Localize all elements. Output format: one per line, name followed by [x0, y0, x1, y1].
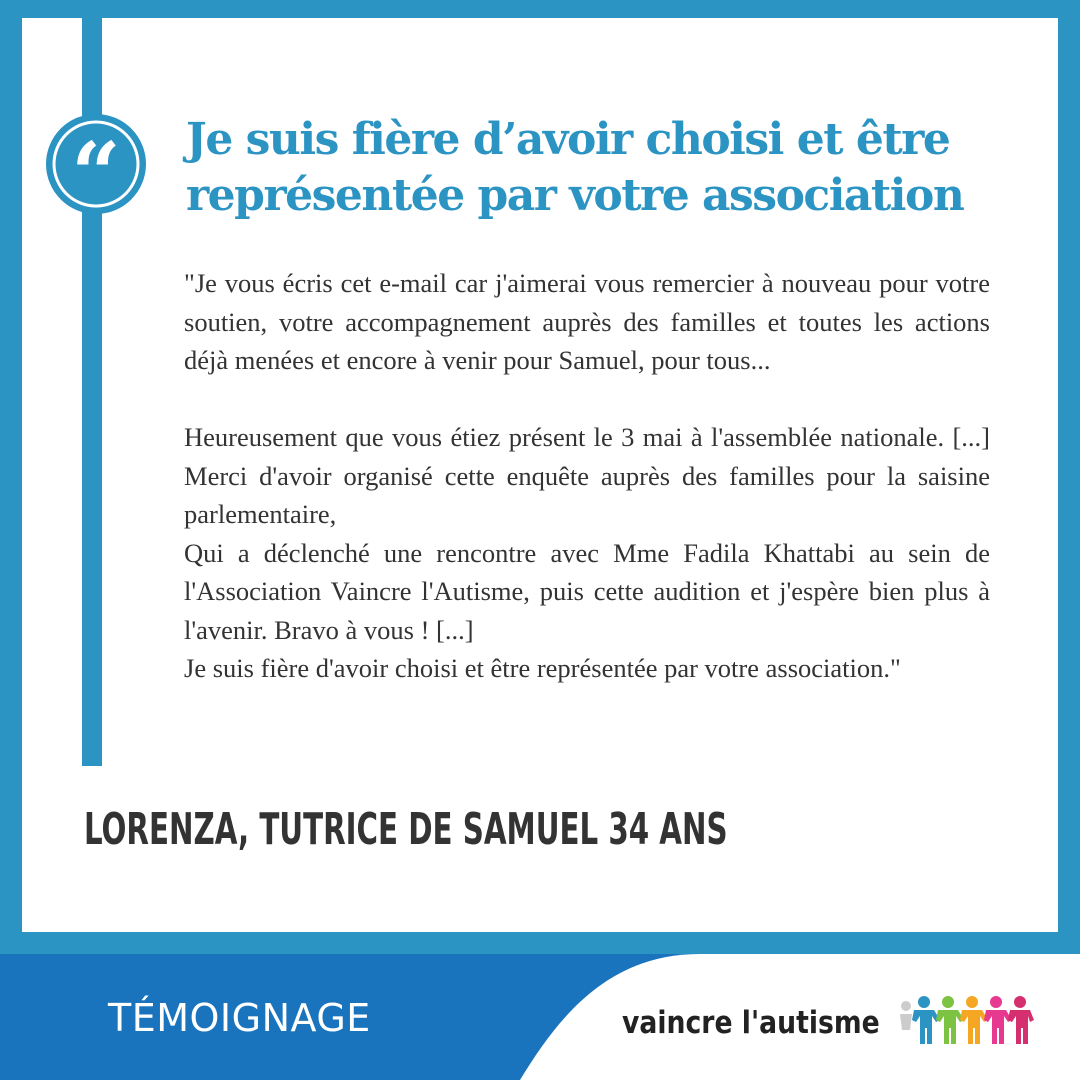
- person-blue: [912, 996, 940, 1044]
- person-pink: [984, 996, 1012, 1044]
- page-title: [186, 112, 1046, 224]
- paragraph-2-line: Qui a déclenché une rencontre avec Mme Fadila Khattabi au sein de l'Association Vaincre l'Autisme, puis cette audition et j'espère bien plus à l'avenir. Bravo à vous ! [...]: [184, 537, 990, 645]
- person-green: [936, 996, 964, 1044]
- paragraph-2-line: Heureusement que vous étiez présent le 3 mai à l'assemblée nationale. [...] Merci d'avoir organisé cette enquête auprès des familles pour la saisine parlementaire,: [184, 422, 990, 529]
- testimonial-text: [184, 264, 990, 688]
- author-signature: LORENZA, TUTRICE DE SAMUEL 34 ANS: [84, 804, 728, 855]
- person-magenta: [1008, 996, 1034, 1044]
- svg-text:“: “: [71, 124, 121, 218]
- paragraph-2-line: Je suis fière d'avoir choisi et être représentée par votre association.": [184, 653, 901, 683]
- paragraph-1: "Je vous écris cet e-mail car j'aimerai vous remercier à nouveau pour votre soutien, votre accompagnement auprès des familles et toutes les actions déjà menées et encore à venir pour Samuel, pour tous...: [184, 268, 990, 375]
- person-grey: [900, 1001, 912, 1030]
- title-line-2: représentée par votre association: [186, 170, 964, 221]
- person-orange: [960, 996, 988, 1044]
- people-chain-icon: [896, 990, 1036, 1052]
- logo-text: vaincre l'autisme: [622, 1005, 880, 1041]
- footer-label: TÉMOIGNAGE: [108, 996, 371, 1040]
- title-line-1: Je suis fière d’avoir choisi et être: [186, 114, 950, 165]
- paragraph-2: [184, 418, 990, 688]
- quote-open-icon: [42, 110, 150, 218]
